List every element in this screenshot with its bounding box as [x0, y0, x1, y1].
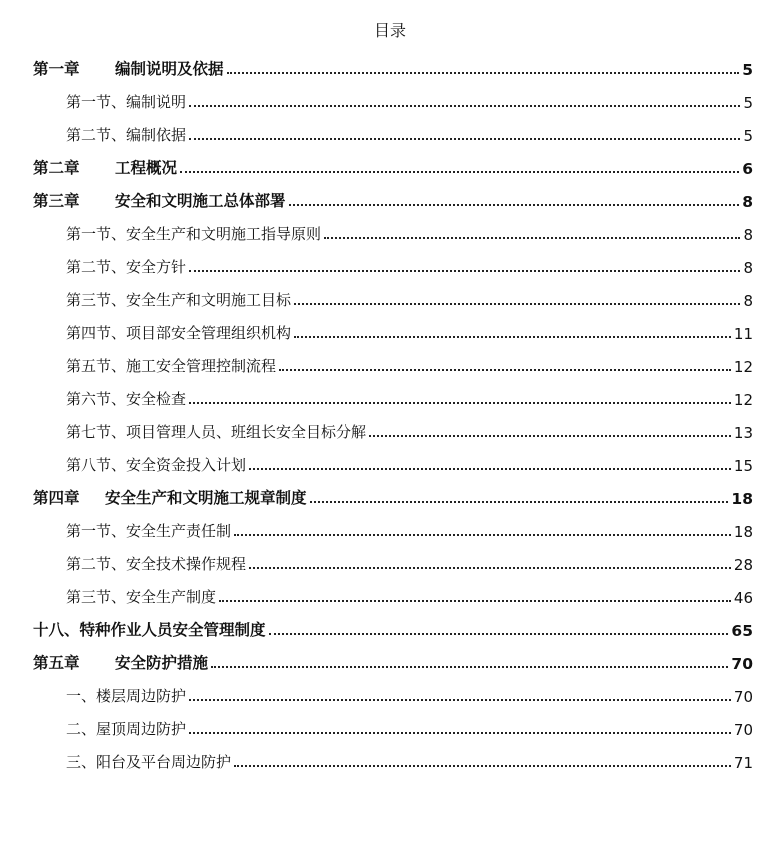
toc-page-number: 11: [733, 325, 753, 343]
toc-title: 目录: [373, 21, 406, 40]
toc-page-number: 28: [733, 556, 753, 574]
toc-page-number: 70: [731, 655, 753, 673]
toc-page-number: 8: [743, 292, 753, 310]
dot-leader: [294, 336, 731, 338]
toc-entry-title: 楼层周边防护: [96, 687, 187, 705]
toc-entry-number: 第二节、: [66, 555, 127, 573]
toc-entry-title: 安全生产和文明施工指导原则: [126, 225, 322, 243]
toc-entry-number: 第七节、: [66, 423, 127, 441]
toc-entry-number: 第五节、: [66, 357, 127, 375]
toc-entry-number: 一、: [66, 687, 97, 705]
toc-section-entry[interactable]: [0, 415, 780, 448]
toc-chapter-entry[interactable]: [0, 613, 780, 646]
toc-entry-title: 编制依据: [126, 126, 187, 144]
dot-leader: [211, 666, 728, 668]
toc-entry-number: 第四节、: [66, 324, 127, 342]
dot-leader: [269, 633, 729, 635]
toc-page-number: 46: [733, 589, 753, 607]
toc-entry-number: 二、: [66, 720, 97, 738]
toc-entry-title: 编制说明及依据: [115, 60, 224, 78]
toc-entry-number: 第一节、: [66, 225, 127, 243]
toc-section-entry[interactable]: [0, 283, 780, 316]
toc-entry-number: 十八、: [33, 621, 80, 639]
toc-page-number: 15: [733, 457, 753, 475]
toc-section-entry[interactable]: [0, 514, 780, 547]
toc-section-entry[interactable]: [0, 679, 780, 712]
toc-entry-number: 第四章: [33, 489, 80, 507]
toc-page-number: 65: [731, 622, 753, 640]
toc-section-entry[interactable]: [0, 217, 780, 250]
toc-page-number: 8: [743, 226, 753, 244]
dot-leader: [289, 204, 740, 206]
dot-leader: [219, 600, 731, 602]
toc-page-number: 12: [733, 391, 753, 409]
toc-page-number: 8: [743, 259, 753, 277]
dot-leader: [189, 105, 740, 107]
dot-leader: [189, 699, 731, 701]
toc-entry-number: 第六节、: [66, 390, 127, 408]
toc-entry-number: 第二章: [33, 159, 80, 177]
toc-entry-title: 编制说明: [126, 93, 187, 111]
toc-entry-number: 第一章: [33, 60, 80, 78]
toc-entry-number: 第三章: [33, 192, 80, 210]
toc-section-entry[interactable]: [0, 382, 780, 415]
toc-entry-title: 安全生产和文明施工规章制度: [105, 489, 307, 507]
toc-entry-title: 安全检查: [126, 390, 187, 408]
toc-entry-title: 阳台及平台周边防护: [96, 753, 232, 771]
dot-leader: [227, 72, 740, 74]
toc-page-number: 12: [733, 358, 753, 376]
toc-page-number: 5: [742, 61, 753, 79]
toc-entry-title: 安全生产制度: [126, 588, 217, 606]
dot-leader: [234, 534, 731, 536]
toc-entry-number: 第一节、: [66, 93, 127, 111]
toc-section-entry[interactable]: [0, 745, 780, 778]
toc-page-number: 8: [742, 193, 753, 211]
toc-entry-title: 安全生产和文明施工目标: [126, 291, 292, 309]
toc-section-entry[interactable]: [0, 349, 780, 382]
dot-leader: [294, 303, 740, 305]
toc-page-number: 5: [743, 94, 753, 112]
dot-leader: [189, 138, 740, 140]
toc-entry-title: 屋顶周边防护: [96, 720, 187, 738]
dot-leader: [249, 468, 731, 470]
toc-chapter-entry[interactable]: [0, 646, 780, 679]
toc-page-number: 18: [733, 523, 753, 541]
toc-chapter-entry[interactable]: [0, 184, 780, 217]
toc-entry-title: 安全生产责任制: [126, 522, 232, 540]
toc-page-number: 71: [733, 754, 753, 772]
toc-entry-number: 第三节、: [66, 291, 127, 309]
toc-section-entry[interactable]: [0, 580, 780, 613]
toc-page-number: 6: [742, 160, 753, 178]
toc-page-number: 70: [733, 688, 753, 706]
toc-entry-number: 第二节、: [66, 126, 127, 144]
dot-leader: [189, 270, 740, 272]
toc-entry-title: 项目部安全管理组织机构: [126, 324, 292, 342]
toc-entry-title: 安全资金投入计划: [126, 456, 247, 474]
toc-entry-title: 施工安全管理控制流程: [126, 357, 277, 375]
toc-section-entry[interactable]: [0, 118, 780, 151]
dot-leader: [279, 369, 731, 371]
dot-leader: [369, 435, 731, 437]
toc-chapter-entry[interactable]: [0, 481, 780, 514]
toc-entry-title: 安全技术操作规程: [126, 555, 247, 573]
toc-entry-title: 安全防护措施: [115, 654, 209, 672]
toc-page-number: 5: [743, 127, 753, 145]
toc-entry-number: 第一节、: [66, 522, 127, 540]
toc-page-number: 18: [731, 490, 753, 508]
toc-page-number: 70: [733, 721, 753, 739]
toc-entry-number: 第三节、: [66, 588, 127, 606]
toc-entry-title: 特种作业人员安全管理制度: [79, 621, 266, 639]
toc-page-number: 13: [733, 424, 753, 442]
toc-entry-number: 第二节、: [66, 258, 127, 276]
toc-section-entry[interactable]: [0, 85, 780, 118]
toc-section-entry[interactable]: [0, 547, 780, 580]
dot-leader: [324, 237, 740, 239]
toc-entry-number: 三、: [66, 753, 97, 771]
dot-leader: [310, 501, 729, 503]
toc-entry-title: 安全和文明施工总体部署: [115, 192, 286, 210]
toc-section-entry[interactable]: [0, 712, 780, 745]
toc-section-entry[interactable]: [0, 316, 780, 349]
dot-leader: [249, 567, 731, 569]
dot-leader: [189, 732, 731, 734]
toc-entry-number: 第五章: [33, 654, 80, 672]
dot-leader: [180, 171, 739, 173]
table-of-contents: [0, 52, 780, 778]
toc-entry-number: 第八节、: [66, 456, 127, 474]
dot-leader: [234, 765, 731, 767]
toc-entry-title: 项目管理人员、班组长安全目标分解: [126, 423, 367, 441]
dot-leader: [189, 402, 731, 404]
toc-entry-title: 安全方针: [126, 258, 187, 276]
toc-chapter-entry[interactable]: [0, 52, 780, 85]
toc-section-entry[interactable]: [0, 250, 780, 283]
toc-section-entry[interactable]: [0, 448, 780, 481]
toc-chapter-entry[interactable]: [0, 151, 780, 184]
toc-entry-title: 工程概况: [115, 159, 178, 177]
